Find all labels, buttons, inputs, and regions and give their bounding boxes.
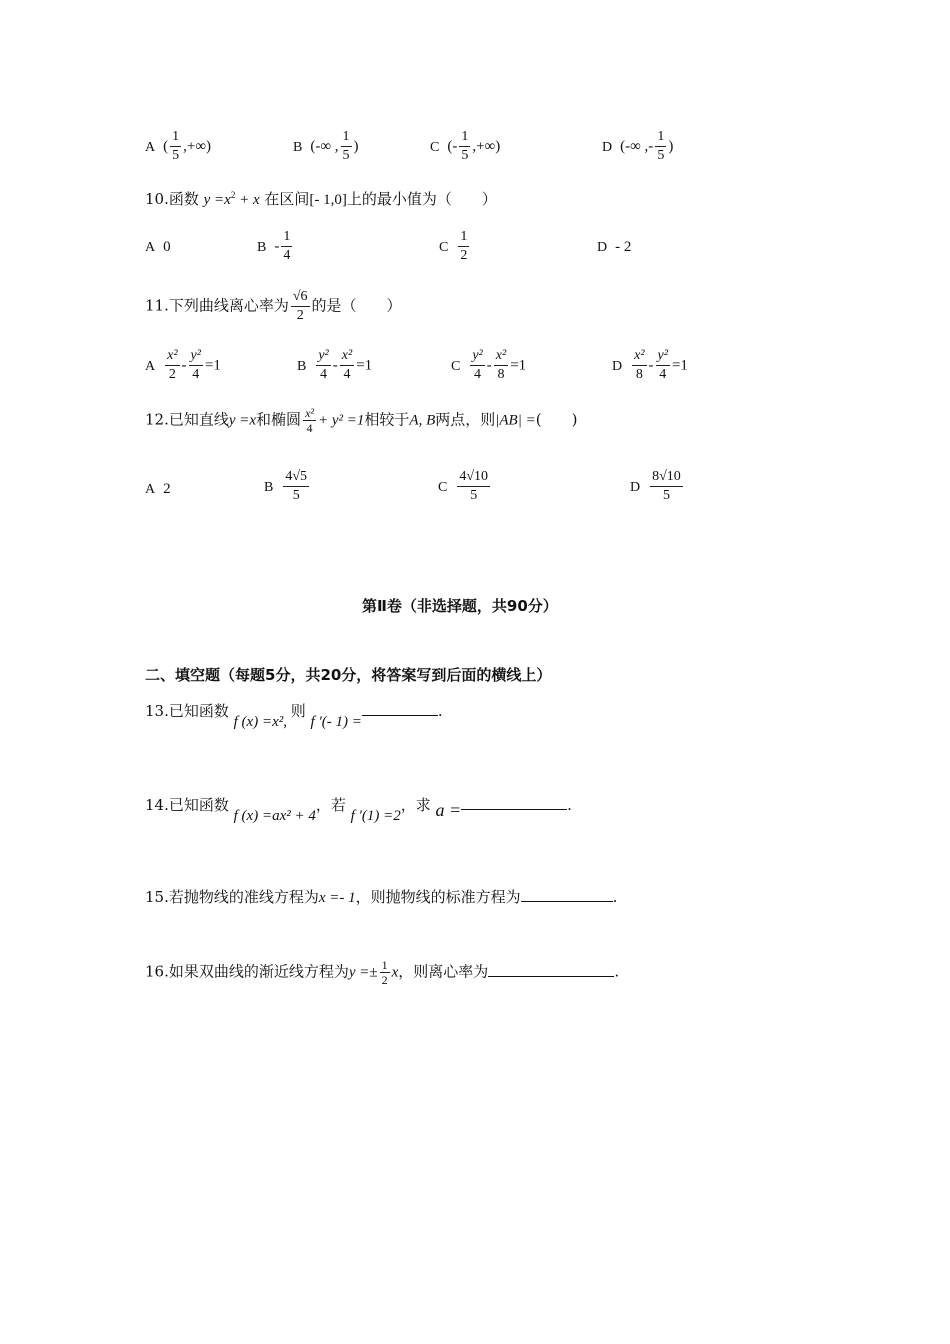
- q9-option-c: C (- $\frac{1}{5}$ ,+∞): [430, 129, 501, 163]
- q12-option-c: C $\frac{4√10}{5}$: [438, 469, 489, 503]
- q10-option-a: A 0: [145, 239, 171, 255]
- answer-blank[interactable]: [362, 714, 438, 716]
- q11-stem: 11.下列曲线离心率为 $\frac{√6}{2}$ 的是（ ）: [145, 289, 402, 323]
- answer-blank[interactable]: [521, 900, 613, 902]
- q10-option-b: B - $\frac{1}{4}$: [257, 229, 291, 263]
- q13: 13.已知函数 f (x) =x², 则 f ′(- 1) =.: [145, 702, 443, 730]
- option-label: A: [145, 139, 156, 155]
- q11-option-a: A $\frac{\text{x²}}{2}$ - $\frac{\text{y²}}{4}$ =1: [145, 348, 221, 382]
- fraction: $\frac{1}{4}$: [283, 229, 291, 263]
- interval: [- 1,0]: [309, 192, 347, 208]
- q11-option-b: B $\frac{\text{y²}}{4}$ - $\frac{\text{x²}}{4}$ =1: [297, 348, 373, 382]
- q9-option-d: D (-∞ ,- $\frac{1}{5}$ ): [602, 129, 674, 163]
- q14: 14.已知函数 f (x) =ax² + 4，若 f ′(1) =2，求 a = .: [145, 796, 572, 824]
- answer-blank[interactable]: [488, 975, 614, 977]
- q12-option-b: B $\frac{4√5}{5}$: [264, 469, 308, 503]
- section-subtitle: 二、填空题（每题5分，共20分，将答案写到后面的横线上）: [145, 666, 552, 684]
- q10-stem: 10.函数 $y =x^2 + x$ 在区间[- 1,0]上的最小值为（ ）: [145, 190, 497, 208]
- q12-options: [0, 468, 950, 514]
- q10-option-c: C $\frac{1}{2}$: [439, 229, 468, 263]
- fraction: $\frac{1}{5}$: [461, 129, 469, 163]
- fraction: $\frac{1}{2}$: [460, 229, 468, 263]
- answer-blank[interactable]: [461, 808, 567, 810]
- fraction: $\frac{1}{5}$: [657, 129, 665, 163]
- fraction: $\frac{√6}{2}$: [292, 289, 308, 323]
- q11-option-c: C $\frac{\text{y²}}{4}$ - $\frac{\text{x²}}{8}$ =1: [451, 348, 527, 382]
- option-label: B: [293, 139, 303, 155]
- q9-option-a: A ( $\frac{1}{5}$ ,+∞): [145, 129, 212, 163]
- q10-option-d: D - 2: [597, 239, 632, 255]
- q15: 15.若抛物线的准线方程为x =- 1，则抛物线的标准方程为 .: [145, 888, 618, 906]
- q12-option-d: D $\frac{8√10}{5}$: [630, 469, 681, 503]
- fraction: $\frac{1}{5}$: [342, 129, 350, 163]
- q10-options: [0, 228, 950, 274]
- q12-stem: 12.已知直线y =x和椭圆 $\frac{\text{x²}}{4}$ + y² =1相较于A, B两点，则|AB| =( ): [145, 406, 578, 435]
- option-label: D: [602, 139, 613, 155]
- option-label: C: [430, 139, 440, 155]
- q12-option-a: A 2: [145, 481, 171, 497]
- q16: 16.如果双曲线的渐近线方程为y =± $\frac{1}{2}$ x，则离心率为 .: [145, 958, 620, 987]
- q11-option-d: D $\frac{\text{x²}}{8}$ - $\frac{\text{y²}}{4}$ =1: [612, 348, 688, 382]
- q9-option-b: B (-∞ , $\frac{1}{5}$ ): [293, 129, 359, 163]
- section-title: 第Ⅱ卷（非选择题，共90分）: [362, 597, 558, 615]
- q9-options: [0, 128, 950, 174]
- fraction: $\frac{1}{5}$: [172, 129, 180, 163]
- q11-options: [0, 347, 950, 393]
